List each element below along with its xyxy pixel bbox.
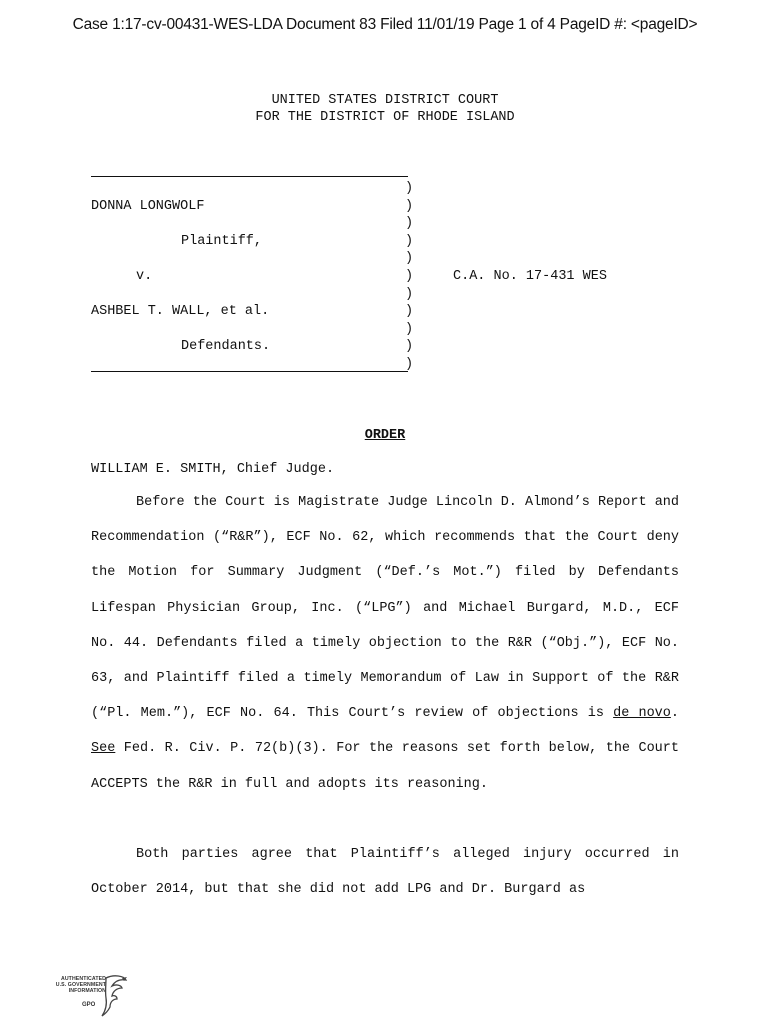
- judge-line: WILLIAM E. SMITH, Chief Judge.: [91, 462, 335, 477]
- caption-plaintiff-role: Plaintiff,: [181, 234, 263, 249]
- paren: ): [405, 181, 414, 196]
- de-novo-term: de novo: [613, 706, 671, 722]
- gpo-authentication-seal: [44, 974, 134, 1020]
- see-signal: See: [91, 741, 116, 757]
- gpo-line-3: INFORMATION: [68, 988, 106, 994]
- gpo-abbr: GPO: [82, 1002, 96, 1008]
- caption-plaintiff: DONNA LONGWOLF: [91, 199, 205, 214]
- paren: ): [405, 286, 414, 302]
- order-paragraph-1: [91, 485, 679, 802]
- caption-paren-column: [405, 180, 417, 374]
- order-paragraph-2: [91, 837, 679, 907]
- paragraph-text: Fed. R. Civ. P. 72(b)(3). For the reasons set forth below, the Court ACCEPTS the R&R in full and adopts its reasoning.: [91, 741, 679, 792]
- paragraph-text: Both parties agree that Plaintiff’s alleged injury occurred in October 2014, but that she did not add LPG and Dr. Burgard as: [91, 847, 679, 898]
- caption-defendant-role: Defendants.: [181, 339, 271, 354]
- gpo-line-1: AUTHENTICATED: [60, 976, 106, 982]
- court-name: UNITED STATES DISTRICT COURT: [271, 93, 499, 108]
- case-header: Case 1:17-cv-00431-WES-LDA Document 83 Filed 11/01/19 Page 1 of 4 PageID #: <pageID>: [72, 16, 698, 33]
- paren: ): [405, 356, 414, 372]
- paren: ): [405, 216, 414, 232]
- gpo-seal-text: [44, 976, 106, 994]
- paren: ): [405, 268, 414, 284]
- paren: ): [405, 233, 414, 249]
- paren: ): [405, 251, 414, 267]
- eagle-logo-icon: [100, 974, 130, 1018]
- caption-rule-top: [91, 176, 408, 177]
- gpo-line-2: U.S. GOVERNMENT: [55, 982, 106, 988]
- order-title: ORDER: [364, 428, 406, 443]
- paragraph-text: Before the Court is Magistrate Judge Lincoln D. Almond’s Report and Recommendation (“R&R”), ECF No. 62, which recommends that the Court deny the Motion for Summary Judgment (“Def.’s Mot.”) filed by Defendants Lifespan Physician Group, Inc. (“LPG”) and Michael Burgard, M.D., ECF No. 44. Defendants filed a timely objection to the R&R (“Obj.”), ECF No. 63, and Plaintiff filed a timely Memorandum of Law in Support of the R&R (“Pl. Mem.”), ECF No. 64. This Court’s review of objections is: [91, 495, 679, 722]
- paren: ): [405, 321, 414, 337]
- court-district: FOR THE DISTRICT OF RHODE ISLAND: [255, 110, 515, 125]
- caption-defendant: ASHBEL T. WALL, et al.: [91, 304, 270, 319]
- paren: ): [405, 339, 414, 355]
- paren: ): [405, 198, 414, 214]
- case-number: C.A. No. 17-431 WES: [453, 269, 607, 284]
- caption-rule-bottom: [91, 371, 408, 372]
- caption-versus: v.: [136, 269, 153, 284]
- paren: ): [405, 304, 414, 320]
- paragraph-text: .: [670, 706, 679, 722]
